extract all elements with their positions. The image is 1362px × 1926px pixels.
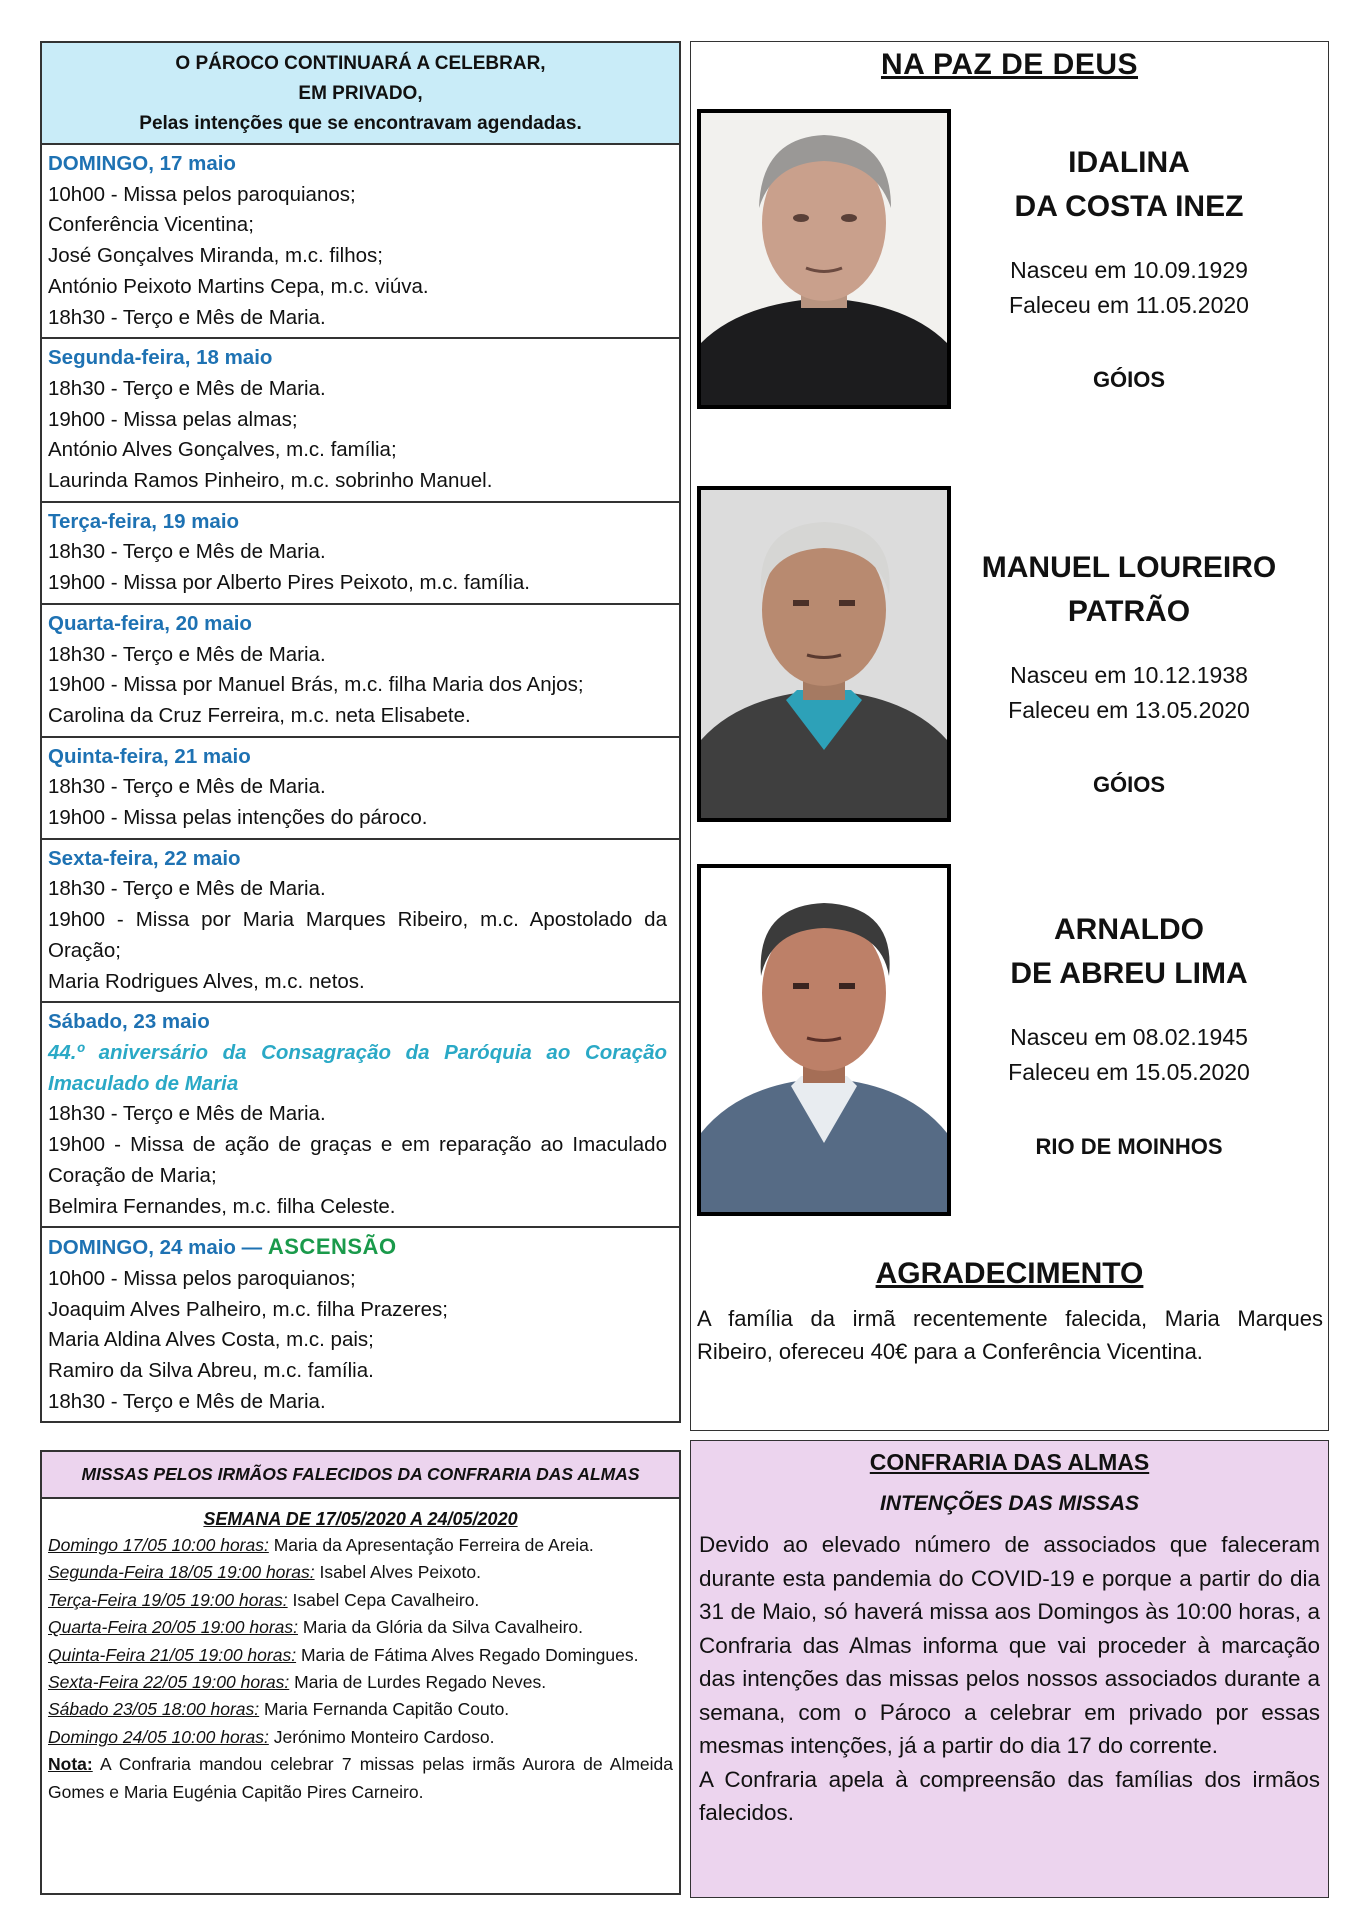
mass-schedule	[40, 41, 681, 1423]
person-dates: Nasceu em 08.02.1945 Faleceu em 15.05.2020	[1008, 1024, 1250, 1085]
list-item: Sábado 23/05 18:00 horas: Maria Fernanda Capitão Couto.	[48, 1699, 510, 1720]
agradecimento-text: A família da irmã recentemente falecida, Maria Marques Ribeiro, ofereceu 40€ para a Conferência Vicentina.	[697, 1306, 1323, 1364]
day-title-row: DOMINGO, 24 maio — ASCENSÃO	[48, 1234, 397, 1260]
agradecimento-title: AGRADECIMENTO	[875, 1257, 1144, 1290]
confraria-subtitle: INTENÇÕES DAS MISSAS	[879, 1492, 1140, 1515]
day-title: Quinta-feira, 21 maio	[48, 744, 251, 768]
person-place: RIO DE MOINHOS	[1035, 1134, 1223, 1159]
consecration-anniversary: 44.º aniversário da Consagração da Paróquia ao Coração Imaculado de Maria	[48, 1040, 667, 1095]
day-block-friday-22: Sexta-feira, 22 maio 18h30 - Terço e Mês de Maria. 19h00 - Missa por Maria Marques Ribeiro, m.c. Apostolado da Oração; Maria Rodrigues Alves, m.c. netos.	[42, 838, 679, 1002]
list-item: Sexta-Feira 22/05 19:00 horas: Maria de Lurdes Regado Neves.	[48, 1672, 547, 1693]
day-title: DOMINGO, 24 maio	[48, 1236, 236, 1260]
week-title: SEMANA DE 17/05/2020 A 24/05/2020	[203, 1509, 518, 1529]
confraria-text: Devido ao elevado número de associados que faleceram durante esta pandemia do COVID-19 e porque a partir do dia 31 de Maio, só haverá missa aos Domingos às 10:00 horas, a Confraria das Almas informa que vai proceder à marcação das intenções das missas pelos nossos associados durante a semana, com o Pároco a celebrar em privado por essas mesmas intenções, já a partir do dia 17 do corrente. A Confraria apela à compreensão das famílias dos irmãos falecidos.	[699, 1532, 1320, 1825]
day-block-sunday-17: DOMINGO, 17 maio 10h00 - Missa pelos paroquianos; Conferência Vicentina; José Gonçalves Miranda, m.c. filhos; António Peixoto Martins Cepa, m.c. viúva. 18h30 - Terço e Mês de Maria.	[42, 143, 679, 337]
list-item: Quinta-Feira 21/05 19:00 horas: Maria de Fátima Alves Regado Domingues.	[48, 1644, 639, 1665]
person-name: MANUEL LOUREIRO PATRÃO	[981, 551, 1277, 628]
person-dates: Nasceu em 10.12.1938 Faleceu em 13.05.2020	[1008, 662, 1250, 723]
person-name: ARNALDO DE ABREU LIMA	[1010, 913, 1248, 990]
obituaries-panel	[690, 41, 1329, 1431]
confraria-box	[690, 1440, 1329, 1898]
list-item: Domingo 24/05 10:00 horas: Jerónimo Monteiro Cardoso.	[48, 1726, 495, 1747]
day-title: Quarta-feira, 20 maio	[48, 611, 252, 635]
day-block-monday-18: Segunda-feira, 18 maio 18h30 - Terço e Mês de Maria. 19h00 - Missa pelas almas; António Alves Gonçalves, m.c. família; Laurinda Ramos Pinheiro, m.c. sobrinho Manuel.	[42, 337, 679, 501]
confraria-title: CONFRARIA DAS ALMAS	[869, 1449, 1150, 1475]
day-title: Sábado, 23 maio	[48, 1010, 210, 1034]
confraria-masses-list	[40, 1450, 681, 1895]
day-block-wednesday-20: Quarta-feira, 20 maio 18h30 - Terço e Mês de Maria. 19h00 - Missa por Manuel Brás, m.c. filha Maria dos Anjos; Carolina da Cruz Ferreira, m.c. neta Elisabete.	[42, 603, 679, 736]
person-dates: Nasceu em 10.09.1929 Faleceu em 11.05.2020	[1009, 257, 1249, 318]
portrait-photo	[697, 486, 951, 822]
list-item: Segunda-Feira 18/05 19:00 horas: Isabel Alves Peixoto.	[48, 1562, 481, 1583]
person-place: GÓIOS	[1092, 772, 1166, 797]
confraria-list-header: MISSAS PELOS IRMÃOS FALECIDOS DA CONFRARIA DAS ALMAS	[42, 1452, 679, 1499]
portrait-photo	[697, 864, 951, 1216]
portrait-photo	[697, 109, 951, 409]
entries	[42, 1530, 679, 1806]
obituary-manuel	[939, 546, 1319, 798]
day-block-saturday-23: Sábado, 23 maio 44.º aniversário da Consagração da Paróquia ao Coração Imaculado de Maria 18h30 - Terço e Mês de Maria. 19h00 - Missa de ação de graças e em reparação ao Imaculado Coração de Maria; Belmira Fernandes, m.c. filha Celeste.	[42, 1001, 679, 1226]
person-place: GÓIOS	[1092, 367, 1166, 392]
day-title: Segunda-feira, 18 maio	[48, 346, 273, 370]
list-item: Terça-Feira 19/05 19:00 horas: Isabel Cepa Cavalheiro.	[48, 1589, 480, 1610]
obituary-arnaldo	[939, 908, 1319, 1160]
ascension-label: ASCENSÃO	[267, 1234, 397, 1260]
day-block-tuesday-19: Terça-feira, 19 maio 18h30 - Terço e Mês de Maria. 19h00 - Missa por Alberto Pires Peixoto, m.c. família.	[42, 501, 679, 603]
day-block-thursday-21: Quinta-feira, 21 maio 18h30 - Terço e Mês de Maria. 19h00 - Missa pelas intenções do pároco.	[42, 736, 679, 838]
day-title: DOMINGO, 17 maio	[48, 152, 236, 175]
day-title: Terça-feira, 19 maio	[48, 509, 240, 533]
list-item: Domingo 17/05 10:00 horas: Maria da Apresentação Ferreira de Areia.	[48, 1535, 594, 1555]
day-block-sunday-24: DOMINGO, 24 maio — ASCENSÃO 10h00 - Missa pelos paroquianos; Joaquim Alves Palheiro, m.c. filha Prazeres; Maria Aldina Alves Costa, m.c. pais; Ramiro da Silva Abreu, m.c. família. 18h30 - Terço e Mês de Maria.	[42, 1226, 679, 1421]
schedule-header: O PÁROCO CONTINUARÁ A CELEBRAR, EM PRIVADO, Pelas intenções que se encontravam agendadas.	[42, 43, 679, 143]
nota: Nota: A Confraria mandou celebrar 7 missas pelas irmãs Aurora de Almeida Gomes e Maria Eugénia Capitão Pires Carneiro.	[48, 1754, 673, 1802]
obituary-idalina	[939, 141, 1319, 393]
day-title: Sexta-feira, 22 maio	[48, 846, 241, 870]
person-name: IDALINA DA COSTA INEZ	[1014, 146, 1244, 223]
obituaries-title: NA PAZ DE DEUS	[880, 48, 1139, 81]
list-item: Quarta-Feira 20/05 19:00 horas: Maria da Glória da Silva Cavalheiro.	[48, 1617, 584, 1638]
